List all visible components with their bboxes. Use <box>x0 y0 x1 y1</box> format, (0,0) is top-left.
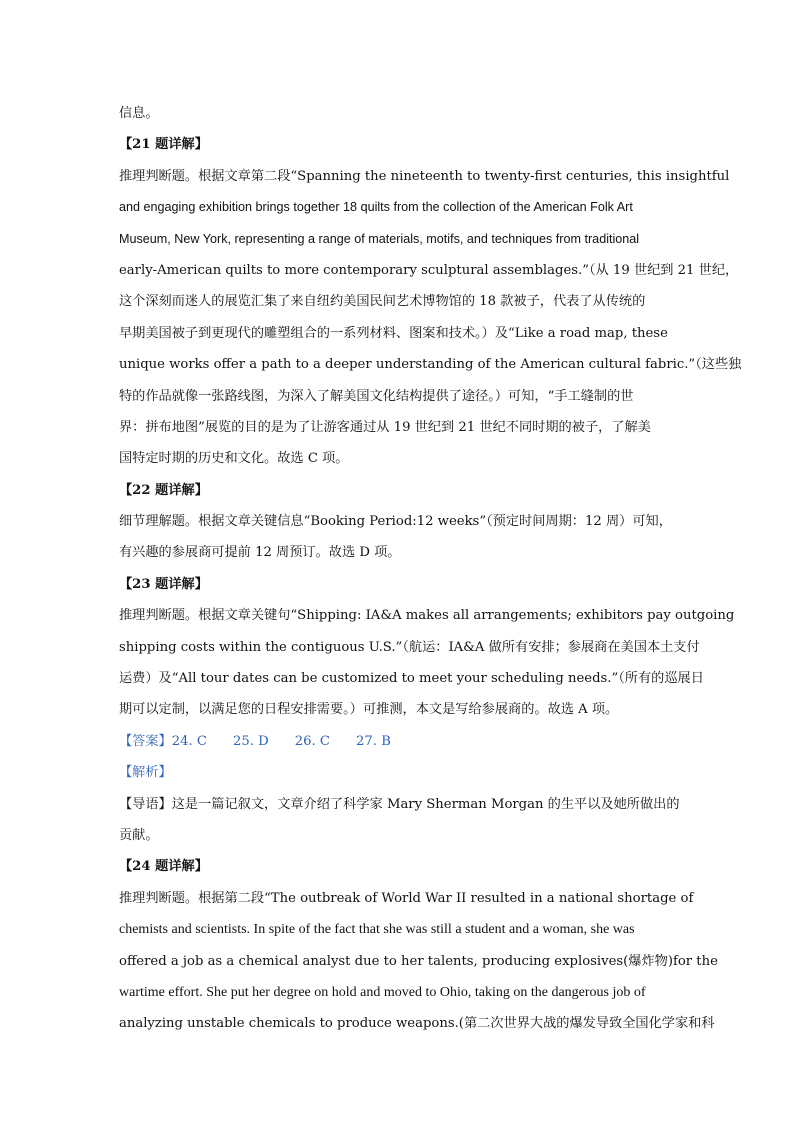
section-heading-21: 【21 题详解】 <box>119 137 208 153</box>
text-line: unique works offer a path to a deeper understanding of the American cultural fabric.”（这些独 <box>119 357 742 373</box>
section-heading-23: 【23 题详解】 <box>119 576 208 592</box>
answer-label: 【答案】 <box>119 733 172 749</box>
text-line: 推理判断题。根据文章第二段“Spanning the nineteenth to twenty-first centuries, this insightful <box>119 168 730 184</box>
text-line: chemists and scientists. In spite of the fact that she was still a student and a woman, she was <box>119 922 635 938</box>
intro-line: 【导语】这是一篇记叙文，文章介绍了科学家 Mary Sherman Morgan 的生平以及她所做出的 <box>119 796 680 812</box>
answer-item: 27. B <box>356 733 391 749</box>
text-line: 特的作品就像一张路线图，为深入了解美国文化结构提供了途径。）可知，“手工缝制的世 <box>119 388 634 404</box>
text-line: offered a job as a chemical analyst due to her talents, producing explosives(爆炸物)for the <box>119 953 718 969</box>
answer-line <box>119 726 679 757</box>
text-line: 期可以定制，以满足您的日程安排需要。）可推测，本文是写给参展商的。故选 A 项。 <box>119 702 619 718</box>
text-line: 推理判断题。根据第二段“The outbreak of World War II resulted in a national shortage of <box>119 890 694 906</box>
answer-item: 26. C <box>294 733 331 749</box>
analysis-label: 【解析】 <box>119 765 172 781</box>
text-line: wartime effort. She put her degree on hold and moved to Ohio, taking on the dangerous job of <box>119 984 646 1000</box>
section-heading-22: 【22 题详解】 <box>119 482 208 498</box>
answer-item: 24. C <box>171 733 208 749</box>
text-line: 运费）及“All tour dates can be customized to meet your scheduling needs.”（所有的巡展日 <box>119 671 704 687</box>
text-line: 推理判断题。根据文章关键句“Shipping: IA&A makes all arrangements; exhibitors pay outgoing <box>119 608 735 624</box>
text-line: 信息。 <box>119 106 159 121</box>
document-body <box>119 98 742 1040</box>
answer-item: 25. D <box>233 733 269 749</box>
text-line: 细节理解题。根据文章关键信息“Booking Period:12 weeks”（预定时间周期：12 周）可知， <box>119 514 672 530</box>
text-line: Museum, New York, representing a range of materials, motifs, and techniques from traditional <box>119 231 640 246</box>
text-line: and engaging exhibition brings together 18 quilts from the collection of the American Folk Art <box>119 200 633 215</box>
text-line: analyzing unstable chemicals to produce weapons.(第二次世界大战的爆发导致全国化学家和科 <box>119 1016 715 1032</box>
text-line: 早期美国被子到更现代的雕塑组合的一系列材料、图案和技术。）及“Like a road map, these <box>119 325 668 341</box>
text-line: shipping costs within the contiguous U.S.”（航运：IA&A 做所有安排；参展商在美国本土支付 <box>119 639 700 655</box>
text-line: 界：拼布地图”展览的目的是为了让游客通过从 19 世纪到 21 世纪不同时期的被子，了解美 <box>119 419 651 435</box>
section-heading-24: 【24 题详解】 <box>119 859 208 875</box>
text-line: 国特定时期的历史和文化。故选 C 项。 <box>119 451 349 467</box>
text-line: early-American quilts to more contemporary sculptural assemblages.”（从 19 世纪到 21 世纪， <box>119 262 739 278</box>
text-line: 贡献。 <box>119 827 159 843</box>
text-line: 这个深刻而迷人的展览汇集了来自纽约美国民间艺术博物馆的 18 款被子，代表了从传统的 <box>119 294 646 310</box>
text-line: 有兴趣的参展商可提前 12 周预订。故选 D 项。 <box>119 545 401 561</box>
